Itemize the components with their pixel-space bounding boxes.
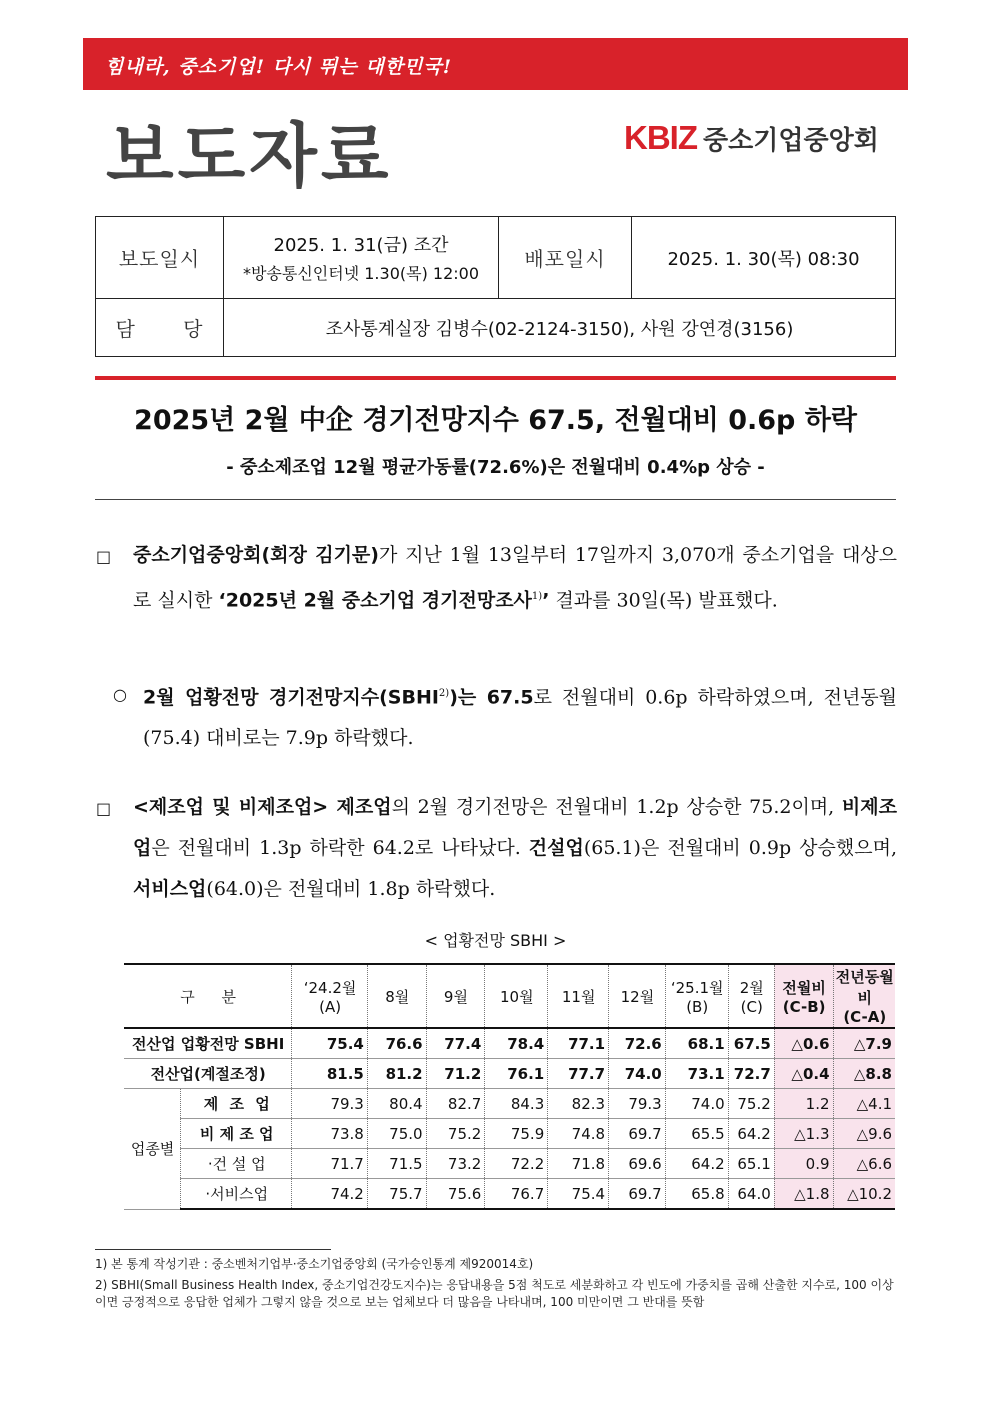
table-cell: 80.4 [367,1089,426,1119]
table-row [124,1028,895,1059]
table-cell: 74.0 [609,1059,666,1089]
table-cell: 0.9 [774,1149,833,1179]
press-note: *방송통신인터넷 1.30(목) 12:00 [242,264,480,283]
table-row [124,1089,895,1119]
p3-text-4: (64.0)은 전월대비 1.8p 하락했다. [206,878,496,900]
p1-text: 가 지난 1월 13일부터 17일까지 3,070개 중소기업을 대상으로 실시한 [133,544,898,612]
table-cell: 72.7 [728,1059,774,1089]
footnote-1: 1) 본 통계 작성기관 : 중소벤처기업부·중소기업중앙회 (국가승인통계 제920014호) [95,1257,534,1271]
paragraph-3 [133,787,897,910]
paragraph-2 [143,673,897,759]
footnote-ref-2: 2) [438,688,450,699]
paragraph-bullet-circle: ○ [113,685,127,704]
table-cell: 68.1 [665,1028,728,1059]
contact-label: 담 당 [96,299,224,357]
p3-section: <제조업 및 비제조업> 제조업 [133,796,392,818]
subheadline: - 중소제조업 12월 평균가동률(72.6%)은 전월대비 0.4%p 상승 - [226,457,765,478]
table-cell: 69.6 [609,1149,666,1179]
table-cell: 77.4 [426,1028,485,1059]
footnote-ref-1: 1) [531,591,543,602]
table-cell: 69.7 [609,1119,666,1149]
table-cell: 75.0 [367,1119,426,1149]
table-cell: 75.4 [292,1028,368,1059]
table-cell: △0.6 [774,1028,833,1059]
table-cell: △6.6 [833,1149,895,1179]
table-cell: 65.5 [665,1119,728,1149]
table-row [124,1179,895,1210]
column-header: 전년동월비 (C-A) [833,964,895,1028]
paragraph-1 [133,535,897,621]
table-cell: 74.8 [548,1119,609,1149]
table-cell: 75.2 [426,1119,485,1149]
table-cell: 82.7 [426,1089,485,1119]
table-cell: △1.8 [774,1179,833,1210]
table-cell: 76.7 [485,1179,548,1210]
table-cell: 75.6 [426,1179,485,1210]
row-label: 전산업 업황전망 SBHI [124,1028,292,1059]
row-label: ·건 설 업 [181,1149,292,1179]
p2-text: 로 전월대비 0.6p 하락하였으며, 전년동월(75.4) 대비로는 7.9p 하락했다. [143,686,898,750]
table-row [124,1149,895,1179]
table-cell: 65.1 [728,1149,774,1179]
table-header-row [124,964,895,1028]
table-title: < 업황전망 SBHI > [424,931,567,950]
press-date-cell [224,217,499,299]
table-cell: 79.3 [292,1089,368,1119]
side-label: 업종별 [124,1089,181,1210]
logo-org: 중소기업중앙회 [703,125,879,156]
table-cell: 76.6 [367,1028,426,1059]
divider-top [95,376,896,380]
header-group: 구 분 [124,964,292,1028]
column-header: 12월 [609,964,666,1028]
p3-text-2: 은 전월대비 1.3p 하락한 64.2로 나타났다. [151,837,529,859]
press-date: 2025. 1. 31(금) 조간 [273,235,449,256]
table-cell: 79.3 [609,1089,666,1119]
table-cell: △10.2 [833,1179,895,1210]
p3-nonmfg: 비제조업 [133,796,897,859]
column-header: 8월 [367,964,426,1028]
release-label: 배포일시 [499,217,632,299]
table-cell: 64.2 [728,1119,774,1149]
row-label: 비 제 조 업 [181,1119,292,1149]
row-label: 전산업(계절조정) [124,1059,292,1089]
table-cell: 81.5 [292,1059,368,1089]
headline: 2025년 2월 中企 경기전망지수 67.5, 전월대비 0.6p 하락 [134,405,857,436]
sbhi-table [124,963,895,1210]
table-cell: 75.9 [485,1119,548,1149]
logo-mark: KBIZ [624,119,697,156]
table-cell: △1.3 [774,1119,833,1149]
table-cell: 75.2 [728,1089,774,1119]
table-cell: 64.0 [728,1179,774,1210]
p2-index: 2월 업황전망 경기전망지수(SBHI [143,686,439,709]
slogan-text: 힘내라, 중소기업! 다시 뛰는 대한민국! [105,56,453,78]
table-cell: 71.8 [548,1149,609,1179]
table-cell: 71.2 [426,1059,485,1089]
divider-bottom [95,499,896,500]
release-date: 2025. 1. 30(목) 08:30 [632,217,896,299]
table-cell: △7.9 [833,1028,895,1059]
table-cell: △8.8 [833,1059,895,1089]
table-cell: 81.2 [367,1059,426,1089]
table-cell: 1.2 [774,1089,833,1119]
footnote-divider [95,1249,331,1250]
table-cell: 71.5 [367,1149,426,1179]
paragraph-bullet-square: □ [96,799,112,818]
kbiz-logo [624,118,879,158]
table-cell: 72.6 [609,1028,666,1059]
table-cell: 72.2 [485,1149,548,1179]
release-info-table [95,216,896,357]
slogan-banner [83,38,908,90]
contact: 조사통계실장 김병수(02-2124-3150), 사원 강연경(3156) [224,299,896,357]
table-cell: 77.7 [548,1059,609,1089]
table-cell: 75.7 [367,1179,426,1210]
table-cell: 67.5 [728,1028,774,1059]
column-header: ‘25.1월 (B) [665,964,728,1028]
p1-survey: ‘2025년 2월 중소기업 경기전망조사 [218,589,532,612]
p1-quote-close: ’ [542,589,550,612]
p3-text-1: 의 2월 경기전망은 전월대비 1.2p 상승한 75.2이며, [391,796,842,818]
table-cell: 65.8 [665,1179,728,1210]
table-cell: 75.4 [548,1179,609,1210]
table-cell: 69.7 [609,1179,666,1210]
table-cell: 76.1 [485,1059,548,1089]
column-header: 2월 (C) [728,964,774,1028]
table-cell: △0.4 [774,1059,833,1089]
p1-tail: 결과를 30일(목) 발표했다. [549,589,778,612]
press-date-label: 보도일시 [96,217,224,299]
column-header: 전월비 (C-B) [774,964,833,1028]
column-header: 9월 [426,964,485,1028]
table-row [124,1119,895,1149]
column-header: ‘24.2월 (A) [292,964,368,1028]
table-cell: △4.1 [833,1089,895,1119]
column-header: 11월 [548,964,609,1028]
column-header: 10월 [485,964,548,1028]
table-cell: 77.1 [548,1028,609,1059]
row-label: 제 조 업 [181,1089,292,1119]
p1-org: 중소기업중앙회(회장 김기문) [133,544,379,566]
table-cell: 73.8 [292,1119,368,1149]
table-cell: △9.6 [833,1119,895,1149]
table-cell: 64.2 [665,1149,728,1179]
p3-construction: 건설업 [528,837,584,859]
table-cell: 74.0 [665,1089,728,1119]
table-cell: 84.3 [485,1089,548,1119]
table-cell: 73.2 [426,1149,485,1179]
paragraph-bullet-square: □ [96,547,112,566]
table-cell: 73.1 [665,1059,728,1089]
table-row [124,1059,895,1089]
footnote-2: 2) SBHI(Small Business Health Index, 중소기업건강도지수)는 응답내용을 5점 척도로 세분화하고 각 빈도에 가중치를 곱해 산출한 지수로, 100 이상이면 긍정적으로 응답한 업체가 그렇지 않을 것으로 보는 업체보다 더 많음을 나타내며, 100 미만이면 그 반대를 뜻함 [95,1278,894,1309]
table-cell: 71.7 [292,1149,368,1179]
document-title: 보도자료 [106,115,393,197]
table-cell: 82.3 [548,1089,609,1119]
table-cell: 78.4 [485,1028,548,1059]
p2-value: )는 67.5 [449,686,534,709]
row-label: ·서비스업 [181,1179,292,1210]
p3-text-3: (65.1)은 전월대비 0.9p 상승했으며, [583,837,897,859]
p3-service: 서비스업 [133,878,207,900]
table-cell: 74.2 [292,1179,368,1210]
